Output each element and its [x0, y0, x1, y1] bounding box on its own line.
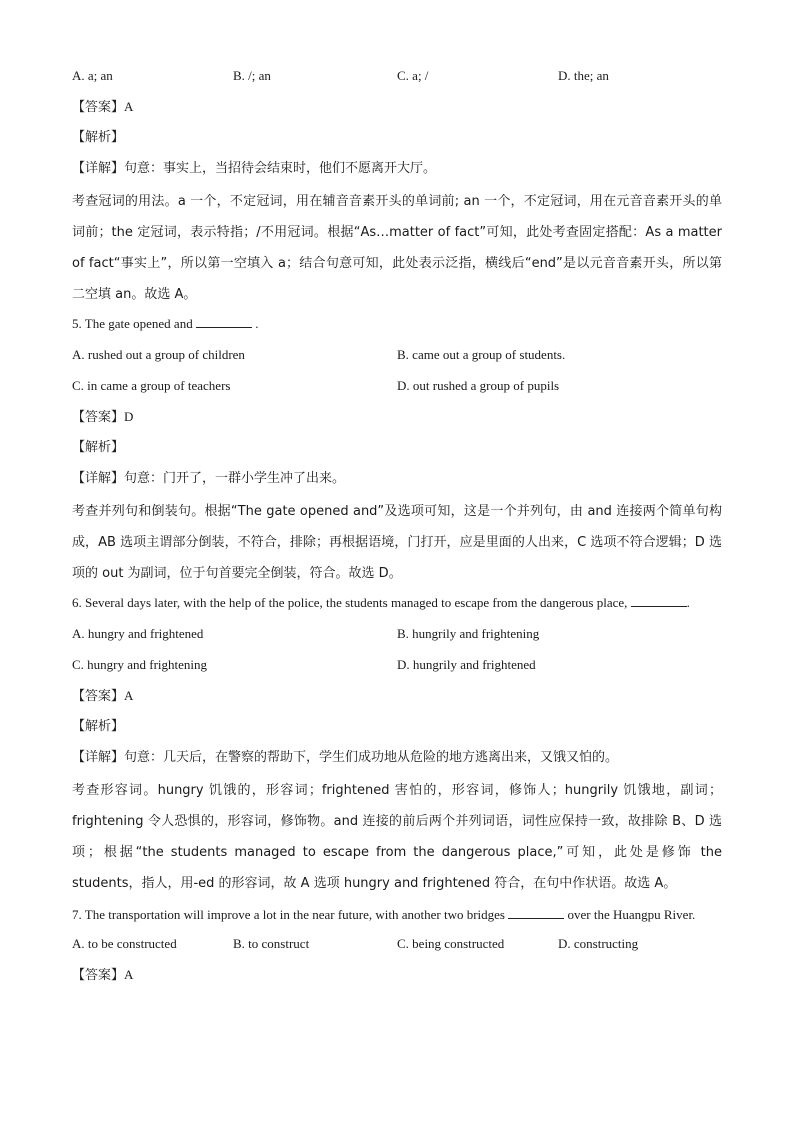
q5-stem-end: .: [255, 316, 259, 331]
q5-option-a: A. rushed out a group of children: [72, 347, 245, 362]
q5-option-b: B. came out a group of students.: [397, 347, 566, 362]
answer-label: 【答案】: [72, 689, 125, 704]
q5-stem: [72, 310, 722, 341]
q4-explanation: 考查冠词的用法。a 一个，不定冠词，用在辅音音素开头的单词前; an 一个，不定冠词，用在元音音素开头的单词前；the 定冠词，表示特指；/不用冠词。根据“As…matter of fact”可知，此处考查固定搭配：As a matter of fact“事实上”，所以第一空填入 a；结合句意可知，此处表示泛指，横线后“end”是以元音音素开头，所以第二空填 an。故选 A。: [72, 194, 722, 302]
q5-analysis-label: 【解析】: [72, 440, 125, 455]
q6-stem: [72, 589, 722, 620]
q4-options: [72, 62, 722, 93]
q6-option-c: C. hungry and frightening: [72, 657, 208, 672]
q5-option-d: D. out rushed a group of pupils: [397, 378, 560, 393]
exam-page: [72, 62, 722, 992]
q6-option-d: D. hungrily and frightened: [397, 657, 536, 672]
q4-option-c: C. a; /: [397, 68, 429, 83]
q5-blank: [196, 313, 252, 328]
q4-detail: 【详解】句意：事实上，当招待会结束时，他们不愿离开大厅。: [72, 161, 437, 176]
q7-option-d: D. constructing: [558, 936, 639, 951]
q6-stem-text: 6. Several days later, with the help of the police, the students managed to escape from the dangerous place,: [72, 595, 628, 610]
q6-analysis-label: 【解析】: [72, 719, 125, 734]
q4-analysis-label: 【解析】: [72, 130, 125, 145]
q7-stem-text: 7. The transportation will improve a lot in the near future, with another two bridges: [72, 907, 505, 922]
q6-blank: [631, 592, 687, 607]
q7-option-b: B. to construct: [233, 936, 310, 951]
q6-answer: [72, 682, 722, 713]
q4-answer: [72, 93, 722, 124]
q6-explanation: 考查形容词。hungry 饥饿的，形容词；frightened 害怕的，形容词，修饰人；hungrily 饥饿地，副词；frightening 令人恐惧的，形容词，修饰物。and 连接的前后两个并列词语，词性应保持一致，故排除 B、D 选项；根据“the students managed to escape from the dangerous place,”可知，此处是修饰 the students，指人，用-ed 的形容词，故 A 选项 hungry and frightened 符合，在句中作状语。故选 A。: [72, 783, 722, 891]
q6-stem-end: .: [686, 595, 690, 610]
q7-option-a: A. to be constructed: [72, 936, 177, 951]
q7-stem: [72, 899, 722, 930]
answer-value: A: [124, 99, 134, 114]
q6-option-a: A. hungry and frightened: [72, 626, 204, 641]
answer-value: A: [124, 688, 134, 703]
q7-option-c: C. being constructed: [397, 936, 505, 951]
q5-options-row1: [72, 341, 722, 372]
q4-option-d: D. the; an: [558, 68, 609, 83]
q4-option-a: A. a; an: [72, 68, 113, 83]
q7-stem-end: over the Huangpu River.: [567, 907, 696, 922]
answer-value: D: [124, 409, 134, 424]
q5-options-row2: [72, 372, 722, 403]
q5-option-c: C. in came a group of teachers: [72, 378, 231, 393]
q5-detail: 【详解】句意：门开了，一群小学生冲了出来。: [72, 471, 346, 486]
answer-label: 【答案】: [72, 100, 125, 115]
answer-value: A: [124, 967, 134, 982]
q5-explanation: 考查并列句和倒装句。根据“The gate opened and”及选项可知，这是一个并列句，由 and 连接两个简单句构成，AB 选项主谓部分倒装，不符合，排除；再根据语境，门打开，应是里面的人出来，C 选项不符合逻辑；D 选项的 out 为副词，位于句首要完全倒装，符合。故选 D。: [72, 504, 722, 581]
answer-label: 【答案】: [72, 968, 125, 983]
answer-label: 【答案】: [72, 410, 125, 425]
q6-options-row1: [72, 620, 722, 651]
q4-option-b: B. /; an: [233, 68, 271, 83]
q7-answer: [72, 961, 722, 992]
q6-options-row2: [72, 651, 722, 682]
q5-answer: [72, 403, 722, 434]
q6-detail: 【详解】句意：几天后，在警察的帮助下，学生们成功地从危险的地方逃离出来，又饿又怕的。: [72, 750, 619, 765]
q6-option-b: B. hungrily and frightening: [397, 626, 540, 641]
q5-stem-text: 5. The gate opened and: [72, 316, 193, 331]
q7-blank: [508, 904, 564, 919]
q7-options: [72, 930, 722, 961]
